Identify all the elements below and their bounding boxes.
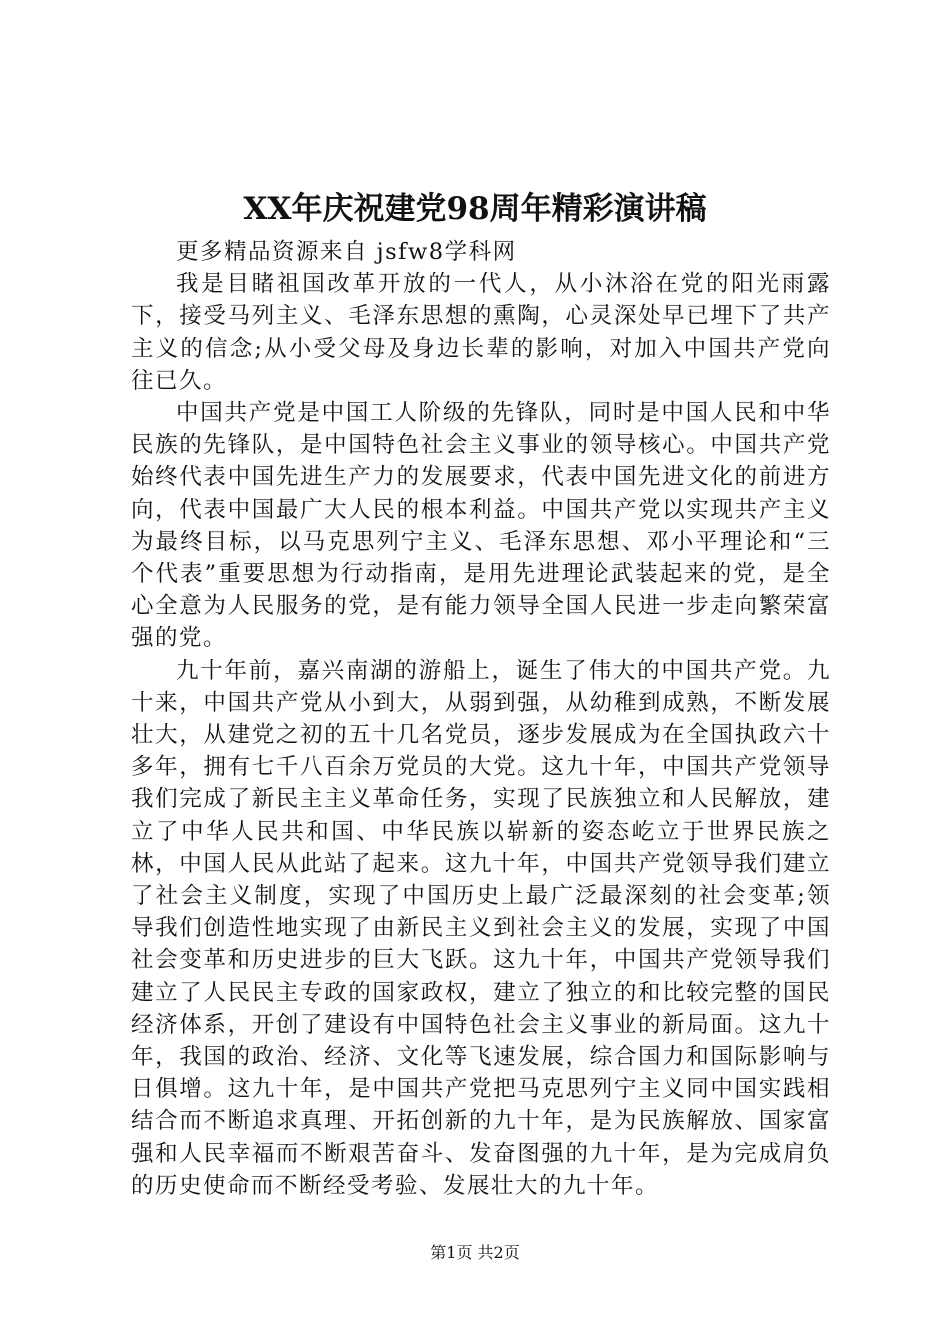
paragraph: 我是目睹祖国改革开放的一代人，从小沐浴在党的阳光雨露下，接受马列主义、毛泽东思想的熏陶，心灵深处早已埋下了共产主义的信念;从小受父母及身边长辈的影响，对加入中国共产党向往已久。: [131, 271, 831, 394]
paragraph: 中国共产党是中国工人阶级的先锋队，同时是中国人民和中华民族的先锋队，是中国特色社会主义事业的领导核心。中国共产党始终代表中国先进生产力的发展要求，代表中国先进文化的前进方向，代表中国最广大人民的根本利益。中国共产党以实现共产主义为最终目标，以马克思列宁主义、毛泽东思想、邓小平理论和“三个代表”重要思想为行动指南，是用先进理论武装起来的党，是全心全意为人民服务的党，是有能力领导全国人民进一步走向繁荣富强的党。: [131, 400, 831, 652]
page-footer: [0, 1242, 950, 1264]
document-body: [131, 236, 831, 1202]
document-title: XX年庆祝建党98周年精彩演讲稿: [243, 191, 707, 227]
paragraph: 九十年前，嘉兴南湖的游船上，诞生了伟大的中国共产党。九十来，中国共产党从小到大，从弱到强，从幼稚到成熟，不断发展壮大，从建党之初的五十几名党员，逐步发展成为在全国执政六十多年，拥有七千八百余万党员的大党。这九十年，中国共产党领导我们完成了新民主主义革命任务，实现了民族独立和人民解放，建立了中华人民共和国、中华民族以崭新的姿态屹立于世界民族之林，中国人民从此站了起来。这九十年，中国共产党领导我们建立了社会主义制度，实现了中国历史上最广泛最深刻的社会变革;领导我们创造性地实现了由新民主义到社会主义的发展，实现了中国社会变革和历史进步的巨大飞跃。这九十年，中国共产党领导我们建立了人民民主专政的国家政权，建立了独立的和比较完整的国民经济体系，开创了建设有中国特色社会主义事业的新局面。这九十年，我国的政治、经济、文化等飞速发展，综合国力和国际影响与日俱增。这九十年，是中国共产党把马克思列宁主义同中国实践相结合而不断追求真理、开拓创新的九十年，是为民族解放、国家富强和人民幸福而不断艰苦奋斗、发奋图强的九十年，是为完成肩负的历史使命而不断经受考验、发展壮大的九十年。: [131, 657, 831, 1199]
source-line: 更多精品资源来自 jsfw8学科网: [176, 239, 517, 265]
page-indicator: 第1页 共2页: [430, 1243, 520, 1262]
